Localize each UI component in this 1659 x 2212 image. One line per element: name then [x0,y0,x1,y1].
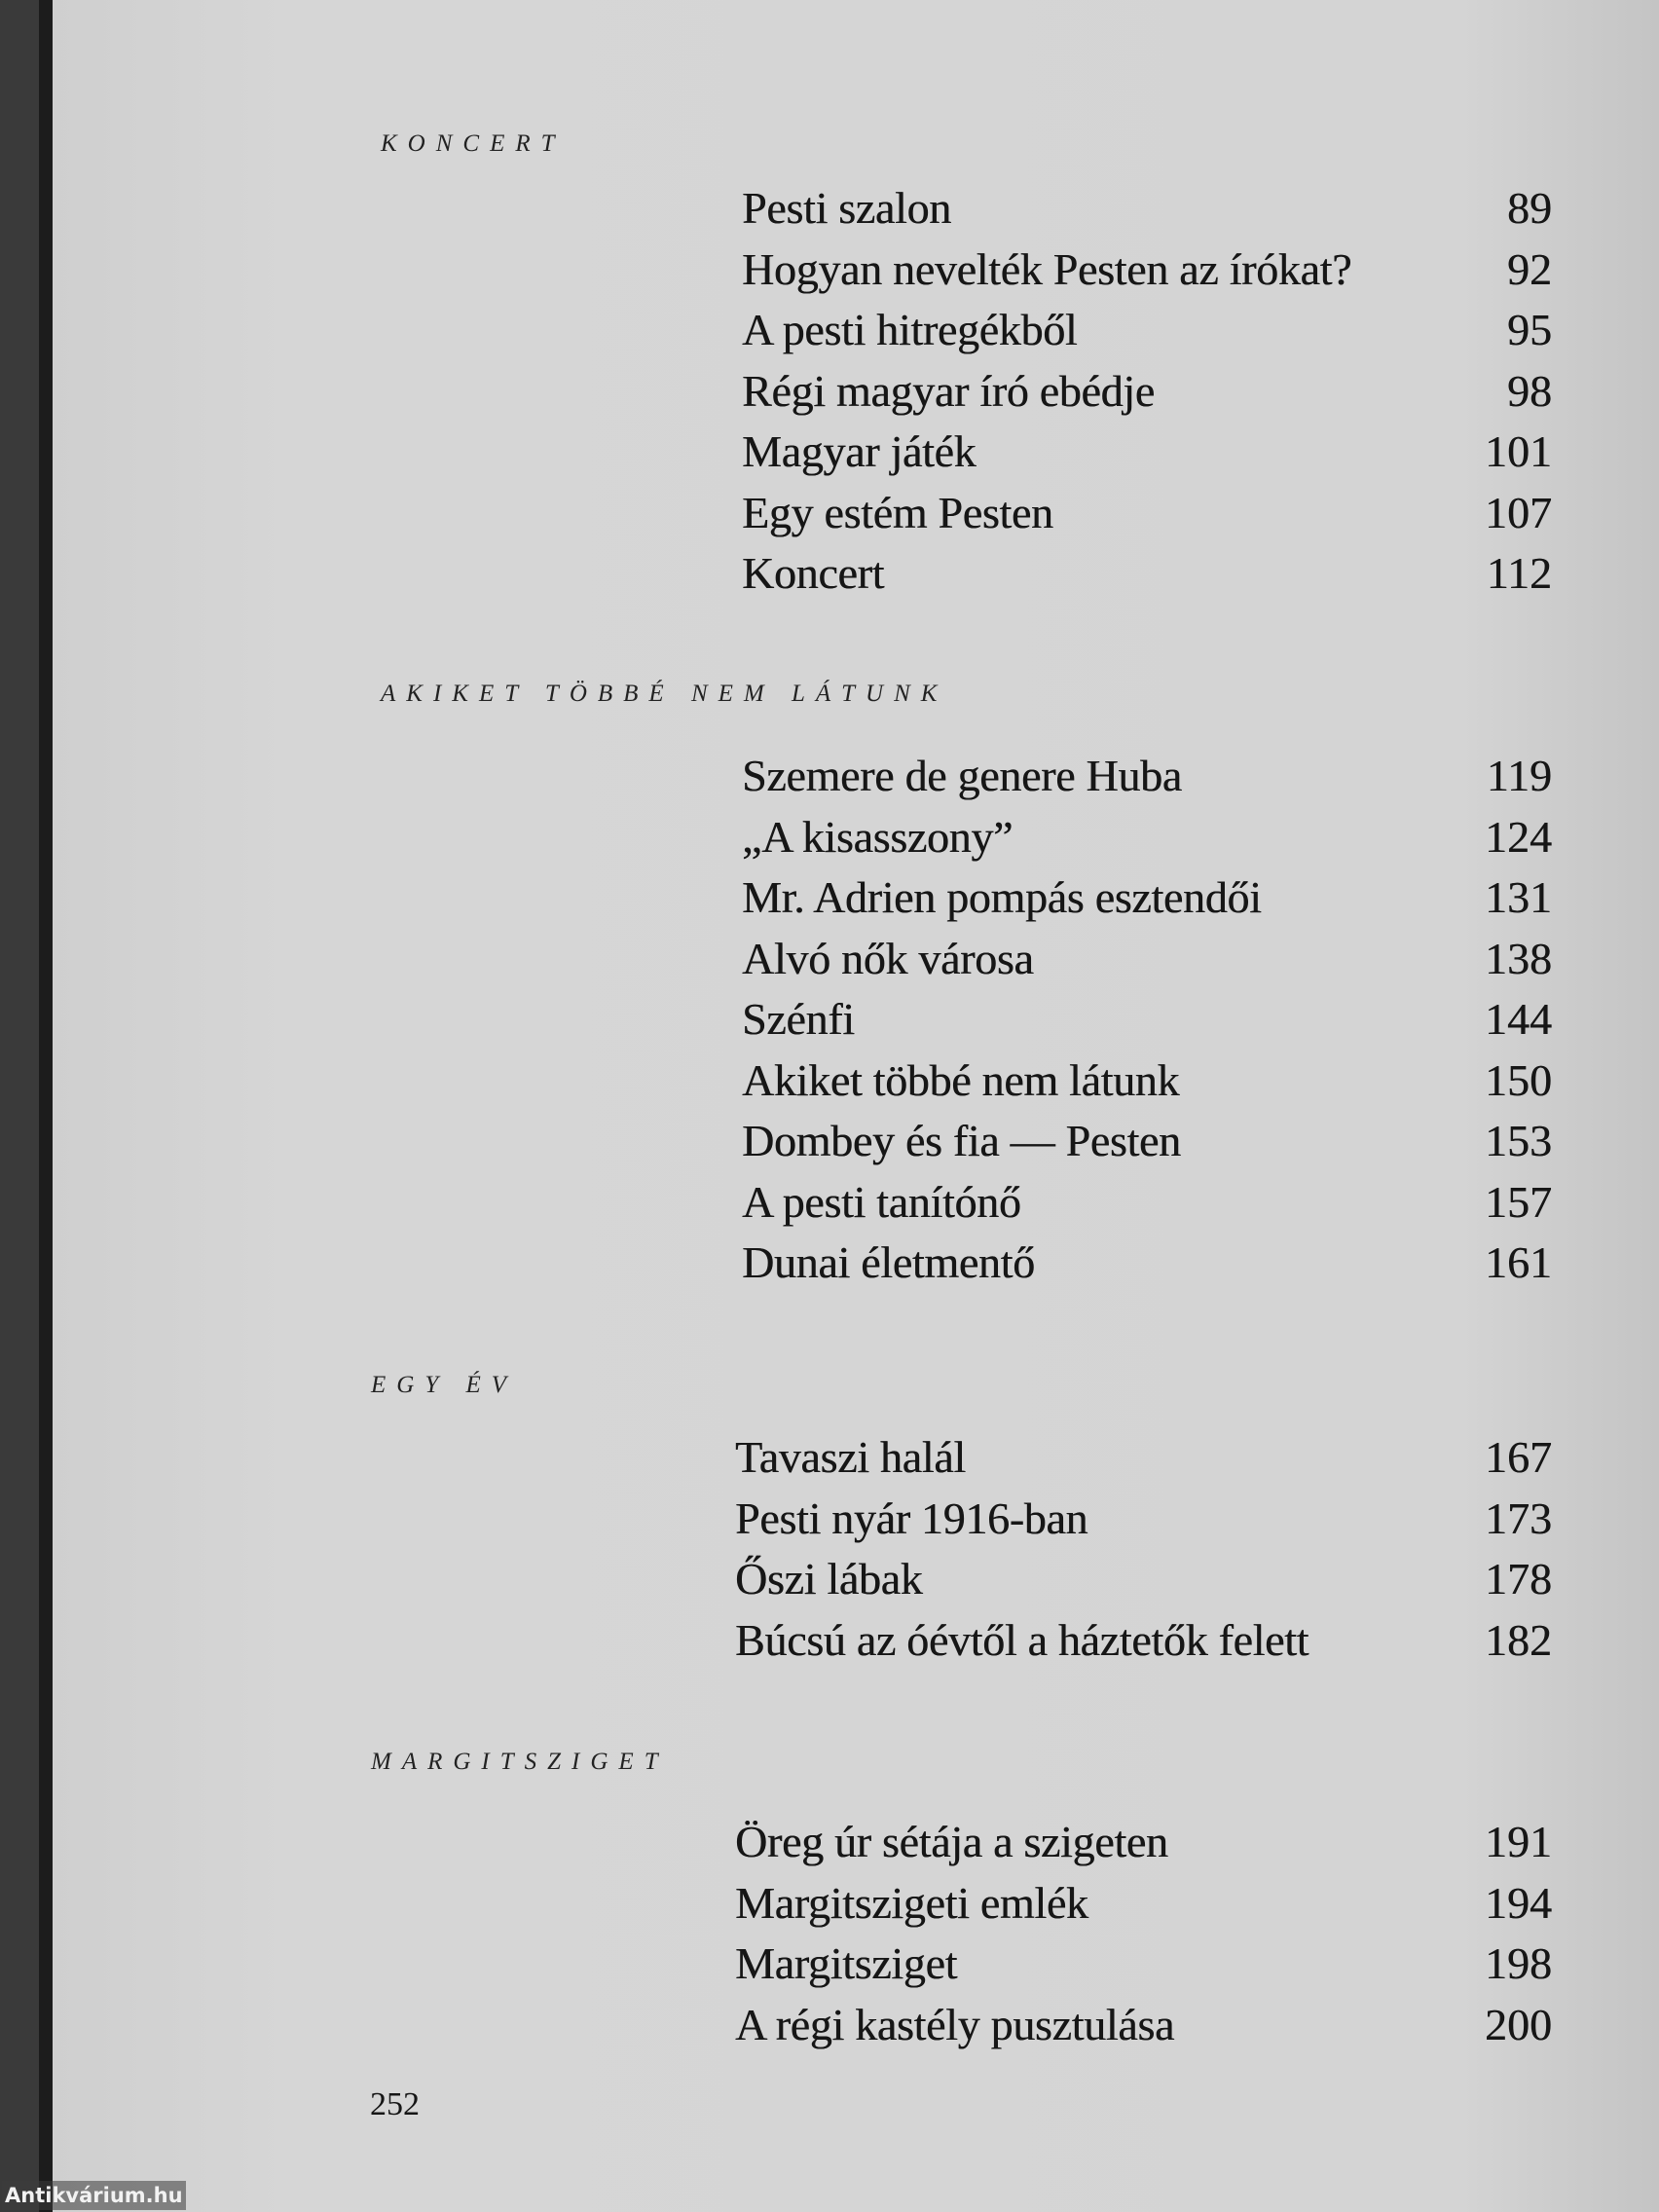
toc-entry [742,1172,1552,1234]
toc-entry [742,483,1552,544]
entry-page: 112 [1486,548,1552,598]
entry-title: Hogyan nevelték Pesten az írókat? [742,243,1352,294]
entry-title: Régi magyar író ebédje [742,365,1155,416]
entry-title: Akiket többé nem látunk [742,1054,1180,1105]
entry-title: Margitsziget [735,1938,958,1988]
entry-page: 144 [1485,994,1552,1044]
entry-page: 157 [1485,1176,1552,1227]
entry-page: 131 [1485,872,1552,922]
toc-entry [742,1051,1552,1112]
toc-section [742,178,1552,605]
entry-title: Koncert [742,548,885,598]
entry-title: Búcsú az óévtől a háztetők felett [735,1614,1309,1665]
entry-title: „A kisasszony” [742,811,1014,862]
entry-page: 150 [1485,1054,1552,1105]
entry-title: Őszi lábak [735,1554,923,1604]
toc-entry [742,867,1552,929]
entry-page: 124 [1485,811,1552,862]
entry-title: Pesti nyár 1916-ban [735,1493,1088,1543]
entry-page: 198 [1485,1938,1552,1988]
toc-entry [742,422,1552,483]
toc-entry [742,178,1552,240]
toc-entry [735,1995,1552,2056]
entry-title: Egy estém Pesten [742,487,1053,537]
entry-page: 182 [1485,1614,1552,1665]
entry-page: 107 [1485,487,1552,537]
toc-entry [735,1934,1552,1995]
toc-entry [742,989,1552,1051]
section-heading: KONCERT [381,130,566,157]
toc-entry [735,1812,1552,1873]
toc-entry [742,929,1552,990]
entry-page: 153 [1485,1116,1552,1165]
entry-page: 178 [1485,1554,1552,1604]
entry-page: 173 [1485,1493,1552,1543]
toc-entry [742,240,1552,301]
entry-title: Pesti szalon [742,183,951,233]
watermark-logo: Antikvárium.hu [2,2181,186,2210]
toc-entry [742,300,1552,361]
entry-page: 101 [1485,426,1552,476]
toc-entry [735,1427,1552,1489]
toc-entry [742,1111,1552,1172]
toc-section [742,746,1552,1294]
section-heading: AKIKET TÖBBÉ NEM LÁTUNK [381,681,948,707]
entry-page: 92 [1507,243,1552,294]
toc-section [735,1812,1552,2055]
entry-title: A régi kastély pusztulása [735,1999,1175,2049]
section-heading: MARGITSZIGET [371,1749,669,1775]
entry-page: 194 [1485,1877,1552,1928]
toc-entry [742,1233,1552,1294]
page-number: 252 [370,2086,420,2122]
toc-entry [742,361,1552,423]
toc-entry [742,746,1552,807]
entry-title: A pesti hitregékből [742,305,1078,354]
entry-page: 95 [1507,305,1552,354]
toc-entry [735,1489,1552,1550]
entry-title: Öreg úr sétája a szigeten [735,1817,1168,1866]
entry-page: 191 [1485,1817,1552,1866]
toc-entry [742,543,1552,605]
entry-title: Szemere de genere Huba [742,751,1182,800]
entry-title: Dunai életmentő [742,1237,1035,1287]
toc-entry [735,1610,1552,1672]
entry-title: Tavaszi halál [735,1432,966,1482]
section-heading: EGY ÉV [371,1372,518,1398]
entry-page: 98 [1507,365,1552,416]
entry-page: 89 [1507,183,1552,233]
entry-page: 138 [1485,933,1552,983]
entry-title: Alvó nők városa [742,933,1034,983]
entry-page: 161 [1485,1237,1552,1287]
entry-title: A pesti tanítónő [742,1176,1021,1227]
entry-page: 167 [1485,1432,1552,1482]
toc-section [735,1427,1552,1671]
entry-page: 200 [1485,1999,1552,2049]
entry-title: Dombey és fia — Pesten [742,1116,1181,1165]
entry-title: Szénfi [742,994,855,1044]
toc-entry [742,807,1552,868]
toc-entry [735,1873,1552,1935]
entry-page: 119 [1486,751,1552,800]
entry-title: Margitszigeti emlék [735,1877,1088,1928]
toc-entry [735,1549,1552,1610]
entry-title: Magyar játék [742,426,977,476]
entry-title: Mr. Adrien pompás esztendői [742,872,1262,922]
